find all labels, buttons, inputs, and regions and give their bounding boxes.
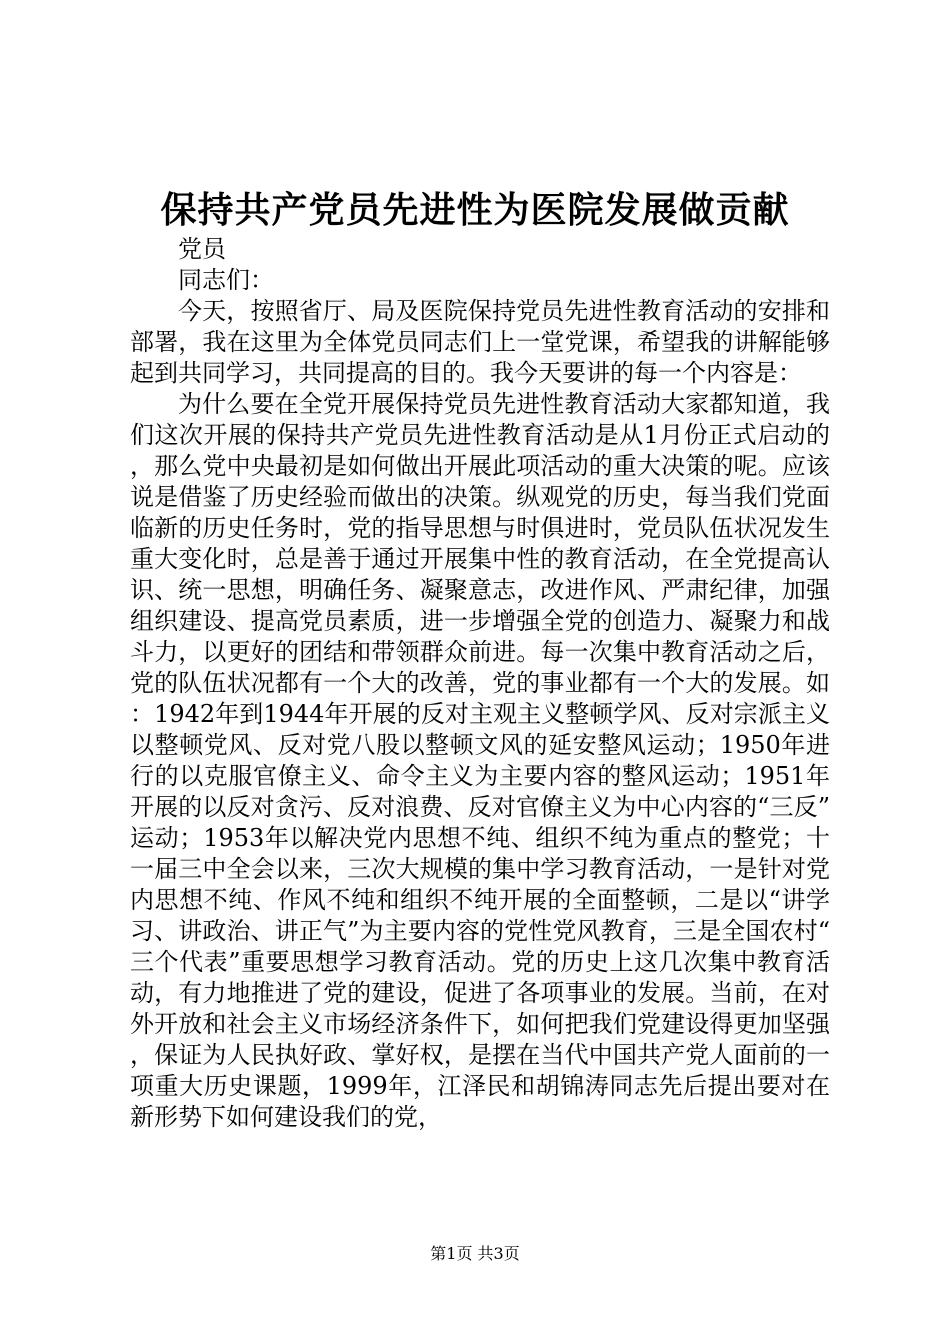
document-body (130, 234, 830, 1133)
paragraph-salutation: 同志们： (178, 266, 274, 294)
paragraph-main: 为什么要在全党开展保持党员先进性教育活动大家都知道，我们这次开展的保持共产党员先进性教育活动是从1月份正式启动的，那么党中央最初是如何做出开展此项活动的重大决策的呢。应该说是借鉴了历史经验而做出的决策。纵观党的历史，每当我们党面临新的历史任务时，党的指导思想与时俱进时，党员队伍状况发生重大变化时，总是善于通过开展集中性的教育活动，在全党提高认识、统一思想，明确任务、凝聚意志，改进作风、严肃纪律，加强组织建设、提高党员素质，进一步增强全党的创造力、凝聚力和战斗力，以更好的团结和带领群众前进。每一次集中教育活动之后，党的队伍状况都有一个大的改善，党的事业都有一个大的发展。如：1942年到1944年开展的反对主观主义整顿学风、反对宗派主义以整顿党风、反对党八股以整顿文风的延安整风运动；1950年进行的以克服官僚主义、命令主义为主要内容的整风运动；1951年开展的以反对贪污、反对浪费、反对官僚主义为中心内容的“三反”运动；1953年以解决党内思想不纯、组织不纯为重点的整党；十一届三中全会以来，三次大规模的集中学习教育活动，一是针对党内思想不纯、作风不纯和组织不纯开展的全面整顿，二是以“讲学习、讲政治、讲正气”为主要内容的党性党风教育，三是全国农村“三个代表”重要思想学习教育活动。党的历史上这几次集中教育活动，有力地推进了党的建设，促进了各项事业的发展。当前，在对外开放和社会主义市场经济条件下，如何把我们党建设得更加坚强，保证为人民执好政、掌好权，是摆在当代中国共产党人面前的一项重大历史课题，1999年，江泽民和胡锦涛同志先后提出要对在新形势下如何建设我们的党， (130, 390, 830, 1131)
document-title: 保持共产党员先进性为医院发展做贡献 (160, 189, 790, 231)
page-footer: 第1页 共3页 (430, 1244, 520, 1263)
paragraph-addressee: 党员 (178, 235, 226, 263)
paragraph-intro: 今天，按照省厅、局及医院保持党员先进性教育活动的安排和部署，我在这里为全体党员同志们上一堂党课，希望我的讲解能够起到共同学习，共同提高的目的。我今天要讲的每一个内容是： (130, 297, 830, 387)
